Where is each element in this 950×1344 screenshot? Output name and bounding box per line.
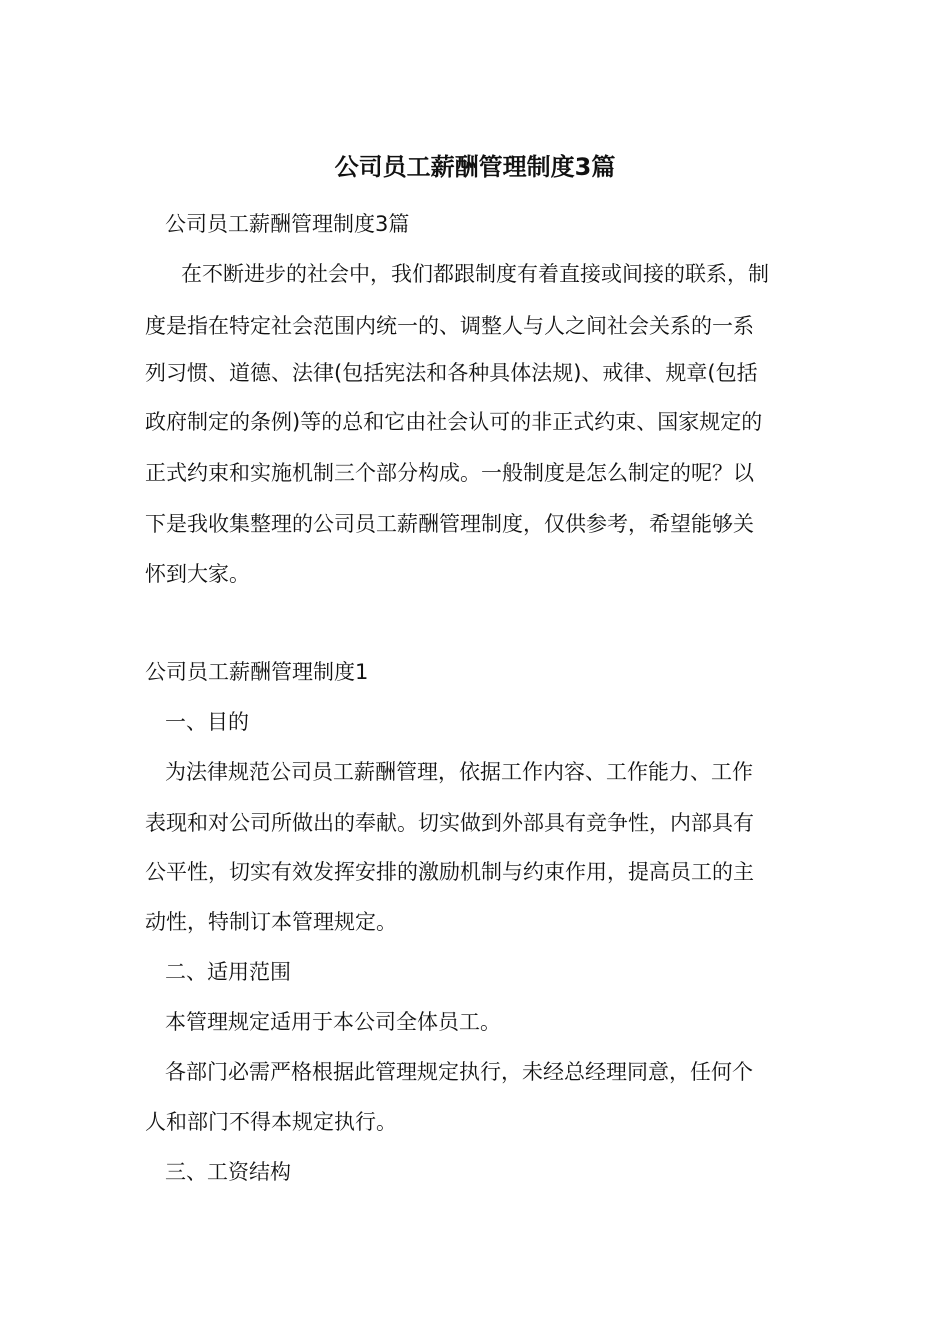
scope-line-3: 人和部门不得本规定执行。 <box>145 1110 397 1134</box>
intro-line-2: 度是指在特定社会范围内统一的、调整人与人之间社会关系的一系 <box>145 314 754 338</box>
purpose-line-1: 为法律规范公司员工薪酬管理，依据工作内容、工作能力、工作 <box>165 760 753 784</box>
heading-purpose: 一、目的 <box>165 710 249 734</box>
intro-line-1: 在不断进步的社会中，我们都跟制度有着直接或间接的联系，制 <box>181 262 769 286</box>
subtitle-line: 公司员工薪酬管理制度3篇 <box>165 212 410 236</box>
intro-line-3: 列习惯、道德、法律(包括宪法和各种具体法规)、戒律、规章(包括 <box>145 361 758 385</box>
heading-salary-structure: 三、工资结构 <box>165 1160 291 1184</box>
intro-line-6: 下是我收集整理的公司员工薪酬管理制度，仅供参考，希望能够关 <box>145 512 754 536</box>
section-heading-1: 公司员工薪酬管理制度1 <box>145 660 369 684</box>
heading-scope: 二、适用范围 <box>165 960 291 984</box>
intro-line-7: 怀到大家。 <box>145 562 250 586</box>
purpose-line-4: 动性，特制订本管理规定。 <box>145 910 397 934</box>
intro-line-5: 正式约束和实施机制三个部分构成。一般制度是怎么制定的呢？以 <box>145 461 754 485</box>
intro-line-4: 政府制定的条例)等的总和它由社会认可的非正式约束、国家规定的 <box>145 410 763 434</box>
scope-line-1: 本管理规定适用于本公司全体员工。 <box>165 1010 501 1034</box>
purpose-line-3: 公平性，切实有效发挥安排的激励机制与约束作用，提高员工的主 <box>145 860 754 884</box>
purpose-line-2: 表现和对公司所做出的奉献。切实做到外部具有竞争性，内部具有 <box>145 811 754 835</box>
document-title: 公司员工薪酬管理制度3篇 <box>334 153 616 181</box>
scope-line-2: 各部门必需严格根据此管理规定执行，未经总经理同意，任何个 <box>165 1060 753 1084</box>
